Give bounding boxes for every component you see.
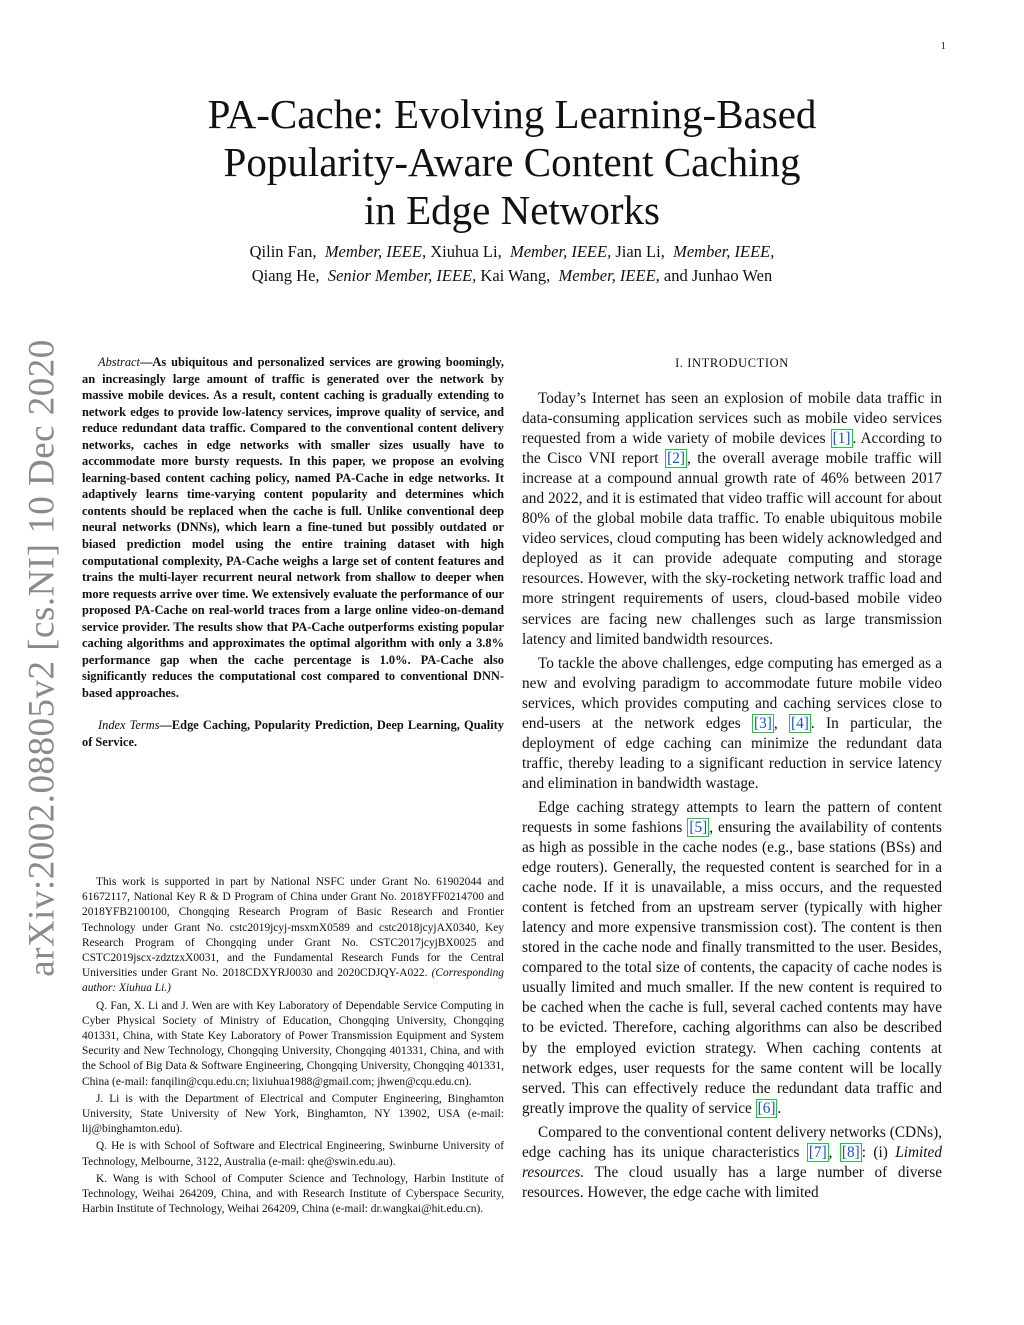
text-run: To tackle the above challenges, edge computing has emerged as a new and evolving paradigm to accommodate future mobile video services, which provides computing and caching services close to end-users at the network edges — [522, 654, 942, 732]
text-run: , — [828, 1143, 840, 1161]
text-run: . In particular, the deployment of edge caching can minimize the redundant data traffic, thereby leading to a significant reduction in service latency and elimination in bandwidth wastage. — [522, 714, 942, 792]
text-run: The cloud usually has a large number of diverse resources. However, the edge cache with limited — [522, 1163, 942, 1201]
arxiv-stamp-text: arXiv:2002.08805v2 [cs.NI] 10 Dec 2020 — [21, 339, 63, 977]
title-line-1: PA-Cache: Evolving Learning-Based — [207, 91, 817, 137]
citation-link[interactable]: [8] — [841, 1143, 860, 1161]
funding-note — [82, 875, 504, 997]
text-run: . According to the Cisco VNI report — [522, 430, 942, 468]
intro-paragraph-3 — [522, 798, 942, 1119]
author-role: Senior Member, IEEE, — [327, 266, 477, 285]
author-name: Qilin Fan, — [249, 242, 317, 261]
text-run: : (i) — [861, 1143, 896, 1161]
affiliation-note-3: Q. He is with School of Software and Electrical Engineering, Swinburne University of Technology, Melbourne, 3122, Australia (e-mail: qhe@swin.edu.au). — [82, 1140, 504, 1168]
text-run: , ensuring the availability of contents as high as possible in the cache nodes (e.g., base stations (BSs) and edge routers). Generally, the requested content is searched for in a cache node. If it is unavailable, a miss occurs, and the requested content is fetched from an upstream server (typically with higher latency and more expensive transmission cost). The content is then stored in the cache node and finally transmitted to the user. Besides, compared to the total size of contents, the capacity of cache nodes is usually limited and much smaller. If the new content is required to be cached when the cache is full, several cached contents may have to be evicted. Therefore, caching algorithms can also be described by the employed eviction strategy. When caching contents at network edges, user requests for the same content will be locally served. This can effectively reduce the redundant data traffic and greatly improve the quality of service — [522, 818, 942, 1117]
text-run: Today’s Internet has seen an explosion of mobile data traffic in data-consuming application services such as mobile video services requested from a wide variety of mobile devices — [522, 390, 942, 448]
funding-text: This work is supported in part by National NSFC under Grant No. 61902044 and 61672117, National Key R & D Program of China under Grant No. 2018YFF0214700 and 2018YFB2100100, Chongqing Research Program of Basic Research and Frontier Technology under Grant No. cstc2019jcyj-msxmX0589 and cstc2018jcyjAX0340, Key Research Program of Chongqing under Grant No. CSTC2017jcyjBX0025 and CSTC2019jscx-zdztzxX0031, and the Fundamental Research Funds for the Central Universities under Grant No. 2018CDXYRJ0030 and 2020CDJQY-A022. — [82, 876, 504, 980]
author-name: Xiuhua Li, — [430, 242, 502, 261]
text-run: Compared to the conventional content delivery networks (CDNs), edge caching has its unique characteristics — [522, 1123, 942, 1161]
arxiv-stamp — [6, 339, 78, 977]
author-line-1 — [120, 240, 904, 264]
author-line-2 — [120, 264, 904, 288]
text-run: , the overall average mobile traffic will increase at a compound annual growth rate of 46% between 2017 and 2022, and it is estimated that video traffic will account for about 80% of the global mobile data traffic. To enable ubiquitous mobile video services, cloud computing has been widely acknowledged and deployed as it can provide adequate computing and storage resources. However, with the sky-rocketing network traffic load and more stringent requirements of users, cloud-based mobile video services are facing new challenges such as large transmission latency and limited bandwidth resources. — [522, 450, 943, 648]
affiliation-note-1: Q. Fan, X. Li and J. Wen are with Key Laboratory of Dependable Service Computing in Cyber Physical Society of Ministry of Education, Chongqing University, Chongqing 401331, China, with State Key Laboratory of Power Transmission Equipment and System Security and New Technology, Chongqing University, Chongqing 401331, China, and with the School of Big Data & Software Engineering, Chongqing University, Chongqing 401331, China (e-mail: fanqilin@cqu.edu.cn; lixiuhua1988@gmail.com; jhwen@cqu.edu.cn). — [82, 999, 504, 1088]
citation-link[interactable]: [4] — [791, 714, 809, 732]
page-number: 1 — [940, 40, 946, 52]
left-column — [82, 354, 504, 751]
footnotes — [82, 875, 504, 1219]
paper-title — [150, 90, 874, 234]
citation-link[interactable]: [7] — [808, 1143, 827, 1161]
title-line-3: in Edge Networks — [363, 187, 661, 233]
section-heading-introduction: I. INTRODUCTION — [675, 356, 789, 370]
author-name: Jian Li, — [615, 242, 665, 261]
affiliation-note-4: K. Wang is with School of Computer Science and Technology, Harbin Institute of Technology, Weihai 264209, China, and with Research Institute of Cyberspace Security, Harbin Institute of Technology, Weihai 264209, China (e-mail: dr.wangkai@hit.edu.cn). — [82, 1172, 504, 1216]
index-terms-text: —Edge Caching, Popularity Prediction, Deep Learning, Quality of Service. — [82, 718, 504, 750]
corresponding-author: (Corresponding author: Xiuhua Li.) — [82, 967, 504, 995]
affiliation-note-2: J. Li is with the Department of Electrical and Computer Engineering, Binghamton University, State University of New York, Binghamton, NY 13902, USA (e-mail: lij@binghamton.edu). — [82, 1092, 504, 1136]
author-name: and Junhao Wen — [663, 266, 773, 285]
title-line-2: Popularity-Aware Content Caching — [223, 139, 801, 185]
right-column — [522, 352, 942, 1207]
author-role: Member, IEEE, — [324, 242, 427, 261]
abstract-label: Abstract — [98, 355, 140, 369]
author-name: Qiang He, — [251, 266, 320, 285]
text-run: Edge caching strategy attempts to learn the pattern of content requests in some fashions — [522, 798, 942, 836]
citation-link[interactable]: [2] — [667, 450, 685, 468]
citation-link[interactable]: [5] — [689, 818, 708, 836]
intro-paragraph-1 — [522, 389, 942, 650]
abstract-text: —As ubiquitous and personalized services are growing boomingly, an increasingly large amount of traffic is generated over the network by massive mobile devices. As a result, content caching is gradually extending to network edges to provide low-latency services, improve quality of service, and reduce redundant data traffic. Compared to the conventional content delivery networks, caches in edge networks with smaller sizes usually have to accommodate more bursty requests. In this paper, we propose an evolving learning-based content caching policy, named PA-Cache in edge networks. It adaptively learns time-varying content popularity and determines which contents should be replaced when the cache is full. Unlike conventional deep neural networks (DNNs), which learn a fine-tuned but possibly outdated or biased prediction model using the entire training dataset with high computational complexity, PA-Cache weighs a large set of content features and trains the multi-layer recurrent neural network from shallow to deeper when more requests arrive over time. We extensively evaluate the performance of our proposed PA-Cache on real-world traces from a large online video-on-demand service provider. The results show that PA-Cache outperforms existing popular caching algorithms and approximates the optimal algorithm with only a 3.8% performance gap when the cache percentage is 1.0%. PA-Cache also significantly reduces the computational cost compared to conventional DNN-based approaches. — [82, 355, 504, 700]
emphasis-text: Limited resources. — [522, 1143, 942, 1181]
author-list — [120, 240, 904, 288]
citation-link[interactable]: [6] — [757, 1099, 776, 1117]
author-role: Member, IEEE, — [673, 242, 775, 261]
citation-link[interactable]: [3] — [754, 714, 772, 732]
index-terms-label: Index Terms — [98, 718, 160, 733]
text-run: . — [777, 1099, 782, 1117]
citation-link[interactable]: [1] — [832, 430, 851, 448]
author-role: Member, IEEE, — [509, 242, 612, 261]
intro-paragraph-4 — [522, 1123, 942, 1203]
author-name: Kai Wang, — [480, 266, 551, 285]
text-run: , — [773, 714, 790, 732]
author-role: Member, IEEE, — [558, 266, 660, 285]
introduction-body — [522, 389, 942, 1203]
index-terms — [82, 717, 504, 750]
abstract — [82, 354, 504, 701]
intro-paragraph-2 — [522, 654, 942, 794]
